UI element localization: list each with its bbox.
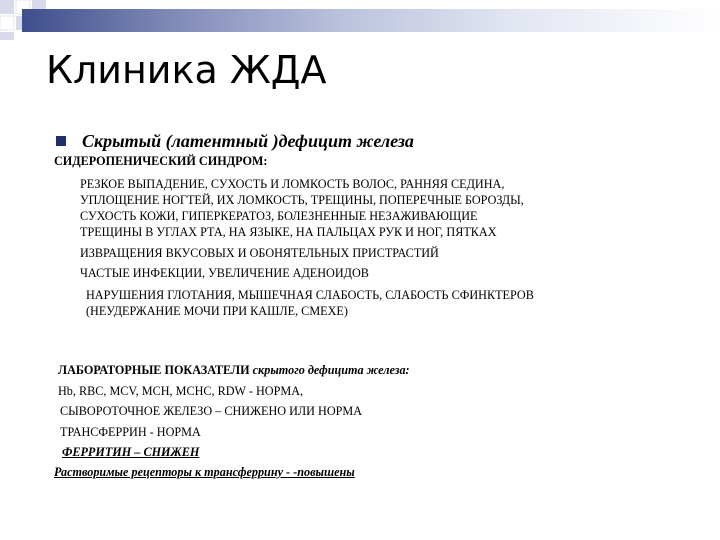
lab-line: ТРАНСФЕРРИН - НОРМА bbox=[60, 425, 201, 439]
syndrome-line: СУХОСТЬ КОЖИ, ГИПЕРКЕРАТОЗ, БОЛЕЗНЕННЫЕ НЕЗАЖИВАЮЩИЕ bbox=[80, 209, 478, 223]
bullet-text: Скрытый (латентный )дефицит железа bbox=[82, 131, 414, 151]
syndrome-line: ТРЕЩИНЫ В УГЛАХ РТА, НА ЯЗЫКЕ, НА ПАЛЬЦАХ РУК И НОГ, ПЯТКАХ bbox=[80, 225, 497, 239]
lab-line-ferritin: ФЕРРИТИН – СНИЖЕН bbox=[62, 445, 200, 459]
square-bullet-icon bbox=[56, 136, 66, 146]
bullet-item bbox=[56, 131, 414, 151]
header-gradient-bar bbox=[22, 9, 720, 32]
syndrome-line: (НЕУДЕРЖАНИЕ МОЧИ ПРИ КАШЛЕ, СМЕХЕ) bbox=[86, 304, 348, 318]
syndrome-line: НАРУШЕНИЯ ГЛОТАНИЯ, МЫШЕЧНАЯ СЛАБОСТЬ, СЛАБОСТЬ СФИНКТЕРОВ bbox=[86, 288, 534, 302]
slide-title: Клиника ЖДА bbox=[46, 48, 327, 92]
lab-line: Hb, RBC, MCV, MCH, MCHC, RDW - НОРМА, bbox=[58, 384, 304, 398]
syndrome-line: РЕЗКОЕ ВЫПАДЕНИЕ, СУХОСТЬ И ЛОМКОСТЬ ВОЛОС, РАННЯЯ СЕДИНА, bbox=[80, 177, 505, 191]
lab-heading-caps: ЛАБОРАТОРНЫЕ ПОКАЗАТЕЛИ bbox=[58, 363, 253, 377]
syndrome-line: УПЛОЩЕНИЕ НОГТЕЙ, ИХ ЛОМКОСТЬ, ТРЕЩИНЫ, ПОПЕРЕЧНЫЕ БОРОЗДЫ, bbox=[80, 193, 524, 207]
lab-heading bbox=[58, 363, 410, 377]
syndrome-heading: СИДЕРОПЕНИЧЕСКИЙ СИНДРОМ: bbox=[54, 154, 268, 168]
syndrome-line: ИЗВРАЩЕНИЯ ВКУСОВЫХ И ОБОНЯТЕЛЬНЫХ ПРИСТРАСТИЙ bbox=[80, 246, 439, 260]
syndrome-line: ЧАСТЫЕ ИНФЕКЦИИ, УВЕЛИЧЕНИЕ АДЕНОИДОВ bbox=[80, 266, 369, 280]
lab-line-receptors: Растворимые рецепторы к трансферрину - -повышены bbox=[54, 465, 355, 479]
lab-line: СЫВОРОТОЧНОЕ ЖЕЛЕЗО – СНИЖЕНО ИЛИ НОРМА bbox=[60, 404, 363, 418]
lab-heading-italic: скрытого дефицита железа: bbox=[252, 363, 410, 377]
